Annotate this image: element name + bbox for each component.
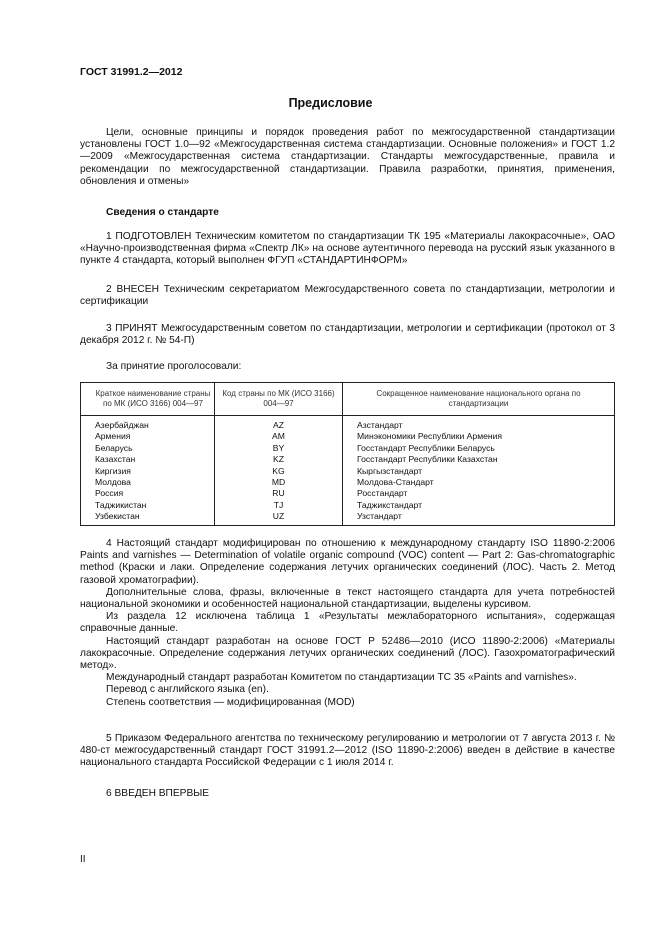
item-1-section [80,231,615,268]
table-header-code: Код страны по МК (ИСО 3166) 004—97 [215,383,343,416]
country-cell: Беларусь [81,443,215,454]
table-header-country: Краткое наименование страны по МК (ИСО 3166) 004—97 [81,383,215,416]
agency-cell: Таджикстандарт [343,500,615,511]
item-4-basis: Настоящий стандарт разработан на основе ГОСТ Р 52486—2010 (ИСО 11890-2:2006) «Материалы лакокрасочные. Определение содержания летучих органических соединений (ЛОС). Газохроматографический метод». [80,635,615,672]
page-number: II [80,854,86,865]
code-cell: KG [215,466,343,477]
item-4-excluded-table: Из раздела 12 исключена таблица 1 «Результаты межлабораторного испытания», содержащая справочные данные. [80,611,615,635]
country-cell: Азербайджан [81,416,215,432]
intro-paragraph: Цели, основные принципы и порядок проведения работ по межгосударственной стандартизации установлены ГОСТ 1.0—92 «Межгосударственная система стандартизации. Основные положения» и ГОСТ 1.2—2009 «Межгосударственная система стандартизации. Стандарты межгосударственные, правила и рекомендации по межгосударственной стандартизации. Правила разработки, принятия, применения, обновления и отмены» [80,127,615,187]
item-6-paragraph: 6 ВВЕДЕН ВПЕРВЫЕ [106,788,210,799]
item-4-conformity: Степень соответствия — модифицированная (MOD) [106,696,355,708]
item-4-additions: Дополнительные слова, фразы, включенные в текст настоящего стандарта для учета потребностей национальной экономики и особенностей национальной стандартизации, выделены курсивом. [80,586,615,611]
code-cell: TJ [215,500,343,511]
table-row [81,511,615,525]
code-cell: MD [215,477,343,488]
agency-cell: Молдова-Стандарт [343,477,615,488]
table-row [81,416,615,432]
item-4-paragraph: 4 Настоящий стандарт модифицирован по отношению к международному стандарту ISO 11890-2:2006 Paints and varnishes — Determination of volatile organic compound (VOC) content — Part 2: Gas-chromatographic method (Краски и лаки. Определение содержания летучих органических соединений (ЛОС). Часть 2. Метод газовой хроматографии). [80,538,615,586]
item-2-paragraph: 2 ВНЕСЕН Техническим секретариатом Межгосударственного совета по стандартизации, метрологии и сертификации [80,284,615,308]
item-2-section [80,284,615,308]
table-row [81,466,615,477]
vote-label: За принятие проголосовали: [106,361,242,372]
agency-cell: Кыргызстандарт [343,466,615,477]
item-6-section [80,788,615,800]
code-cell: UZ [215,511,343,525]
agency-cell: Узстандарт [343,511,615,525]
country-cell: Киргизия [81,466,215,477]
code-cell: BY [215,443,343,454]
agency-cell: Азстандарт [343,416,615,432]
country-cell: Казахстан [81,454,215,465]
country-cell: Молдова [81,477,215,488]
country-cell: Таджикистан [81,500,215,511]
code-cell: AZ [215,416,343,432]
intro-section [80,127,615,188]
vote-label-section [80,361,615,373]
item-4-section [80,538,615,709]
table-row [81,454,615,465]
code-cell: AM [215,431,343,442]
table-row [81,443,615,454]
item-4-translation: Перевод с английского языка (en). [106,684,269,696]
item-3-section [80,323,615,347]
code-cell: KZ [215,454,343,465]
country-cell: Армения [81,431,215,442]
item-1-paragraph: 1 ПОДГОТОВЛЕН Техническим комитетом по стандартизации ТК 195 «Материалы лакокрасочные», ОАО «Научно-производственная фирма «Спектр ЛК» на основе аутентичного перевода на русский язык указанного в пункте 4 стандарта, который выполнен ФГУП «СТАНДАРТИНФОРМ» [80,231,615,267]
countries-table [80,382,615,526]
agency-cell: Росстандарт [343,488,615,499]
agency-cell: Госстандарт Республики Беларусь [343,443,615,454]
item-4-developer: Международный стандарт разработан Комитетом по стандартизации ТС 35 «Paints and varnishes». [106,672,577,684]
standard-info-heading [80,207,615,219]
document-header: ГОСТ 31991.2—2012 [80,66,183,78]
table-header-agency: Сокращенное наименование национального органа по стандартизации [343,383,615,416]
table-row [81,431,615,442]
item-5-section [80,733,615,770]
agency-cell: Минэкономики Республики Армения [343,431,615,442]
subheading: Сведения о стандарте [106,207,219,218]
table-row [81,500,615,511]
page-title: Предисловие [288,96,373,110]
country-cell: Узбекистан [81,511,215,525]
item-5-paragraph: 5 Приказом Федерального агентства по техническому регулированию и метрологии от 7 августа 2013 г. № 480-ст межгосударственный стандарт ГОСТ 31991.2—2012 (ISO 11890-2:2006) введен в действие в качестве национального стандарта Российской Федерации с 1 июля 2014 г. [80,733,615,769]
table-row [81,488,615,499]
agency-cell: Госстандарт Республики Казахстан [343,454,615,465]
item-3-paragraph: 3 ПРИНЯТ Межгосударственным советом по стандартизации, метрологии и сертификации (протокол от 3 декабря 2012 г. № 54-П) [80,323,615,347]
table-header-row [81,383,615,416]
table-row [81,477,615,488]
country-cell: Россия [81,488,215,499]
code-cell: RU [215,488,343,499]
